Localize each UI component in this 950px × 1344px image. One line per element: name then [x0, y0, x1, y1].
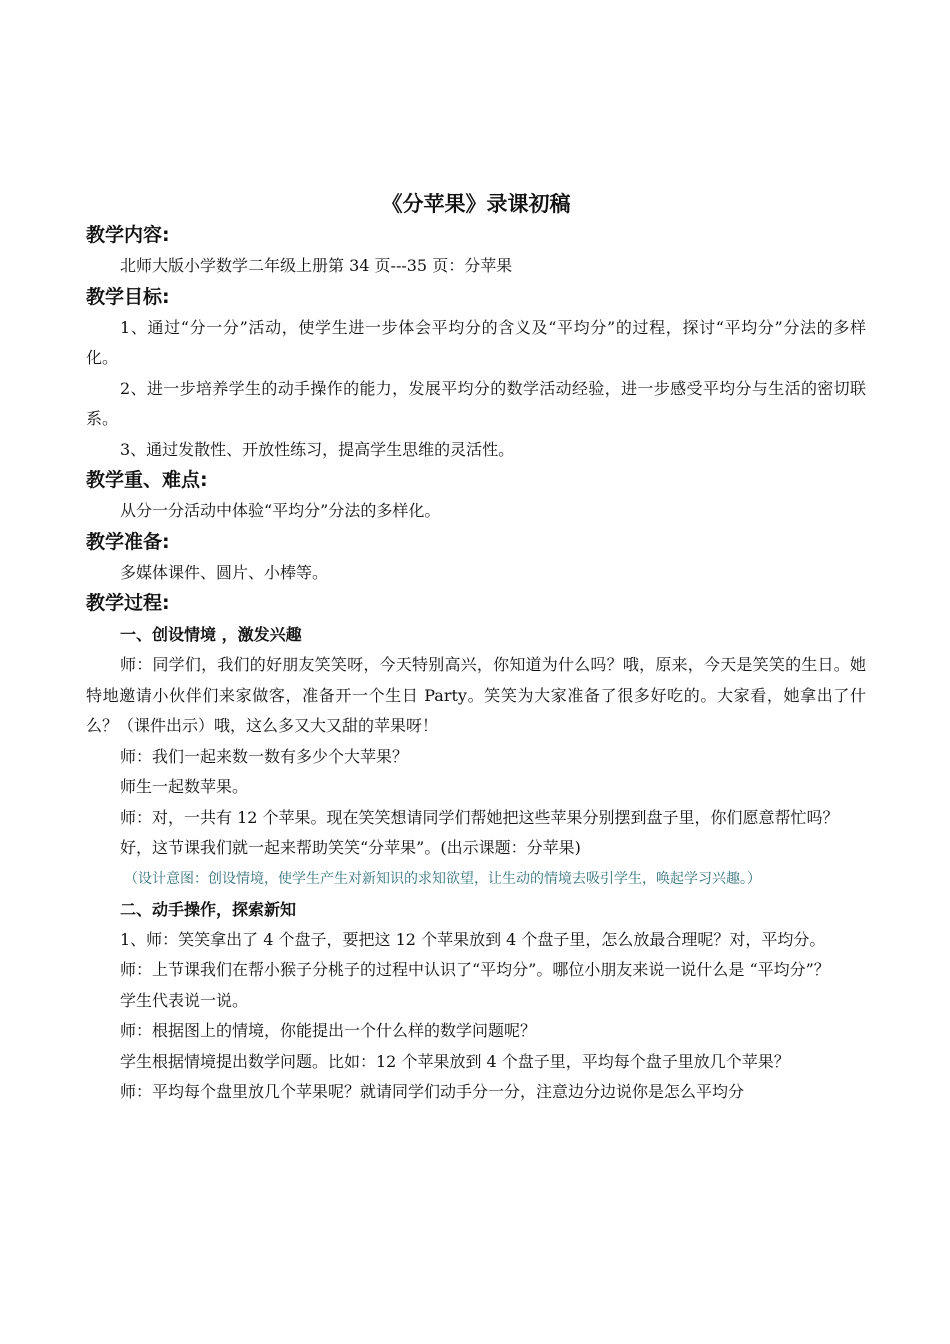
document-page — [86, 188, 866, 1108]
design-intent-note: （设计意图：创设情境，使学生产生对新知识的求知欲望，让生动的情境去吸引学生，唤起学习兴趣。） — [124, 870, 761, 887]
document-title: 《分苹果》录课初稿 — [381, 192, 571, 216]
process-part2-paragraph: 师：根据图上的情境，你能提出一个什么样的数学问题呢？ — [120, 1021, 537, 1040]
process-part2-paragraph: 师：上节课我们在帮小猴子分桃子的过程中认识了“平均分”。哪位小朋友来说一说什么是 “平均分”？ — [120, 960, 830, 979]
goal-item-3: 3、通过发散性、开放性练习，提高学生思维的灵活性。 — [120, 439, 515, 459]
preparation-text: 多媒体课件、圆片、小棒等。 — [120, 562, 329, 582]
goal-item-2: 2、进一步培养学生的动手操作的能力，发展平均分的数学活动经验，进一步感受平均分与生活的密切联系。 — [86, 378, 866, 428]
process-part1-paragraph: 师：同学们，我们的好朋友笑笑呀，今天特别高兴，你知道为什么吗？哦，原来，今天是笑笑的生日。她特地邀请小伙伴们来家做客，准备开一个生日 Party。笑笑为大家准备了很多好吃的。大家看，她拿出了什么？（课件出示）哦，这么多又大又甜的苹果呀！ — [86, 655, 866, 735]
heading-teaching-goals: 教学目标: — [86, 285, 170, 308]
process-part1-paragraph: 师：对，一共有 12 个苹果。现在笑笑想请同学们帮她把这些苹果分别摆到盘子里，你们愿意帮忙吗？ — [120, 807, 839, 827]
key-points-text: 从分一分活动中体验“平均分”分法的多样化。 — [120, 501, 441, 520]
process-part2-subhead: 二、动手操作，探索新知 — [120, 899, 297, 919]
process-part2-paragraph: 师：平均每个盘里放几个苹果呢？就请同学们动手分一分，注意边分边说你是怎么平均分 — [120, 1082, 745, 1101]
goal-item-1: 1、通过“分一分”活动，使学生进一步体会平均分的含义及“平均分”的过程，探讨“平均分”分法的多样化。 — [86, 317, 866, 367]
heading-preparation: 教学准备: — [86, 530, 170, 553]
process-part1-subhead: 一、创设情境 ，激发兴趣 — [120, 625, 302, 644]
process-part2-paragraph: 学生代表说一说。 — [120, 990, 249, 1010]
process-part1-paragraph: 师生一起数苹果。 — [120, 777, 249, 796]
heading-key-points: 教学重、难点: — [86, 469, 208, 491]
heading-teaching-process: 教学过程: — [86, 592, 170, 614]
process-part1-paragraph: 好，这节课我们就一起来帮助笑笑“分苹果”。(出示课题：分苹果) — [120, 838, 581, 857]
process-part2-paragraph: 1、师：笑笑拿出了 4 个盘子，要把这 12 个苹果放到 4 个盘子里，怎么放最合理呢？对，平均分。 — [120, 929, 826, 949]
teaching-content-text: 北师大版小学数学二年级上册第 34 页---35 页：分苹果 — [120, 256, 513, 275]
process-part1-paragraph: 师：我们一起来数一数有多少个大苹果？ — [120, 746, 409, 766]
heading-teaching-content: 教学内容: — [86, 224, 170, 246]
process-part2-paragraph: 学生根据情境提出数学问题。比如：12 个苹果放到 4 个盘子里，平均每个盘子里放几个苹果？ — [120, 1051, 790, 1071]
